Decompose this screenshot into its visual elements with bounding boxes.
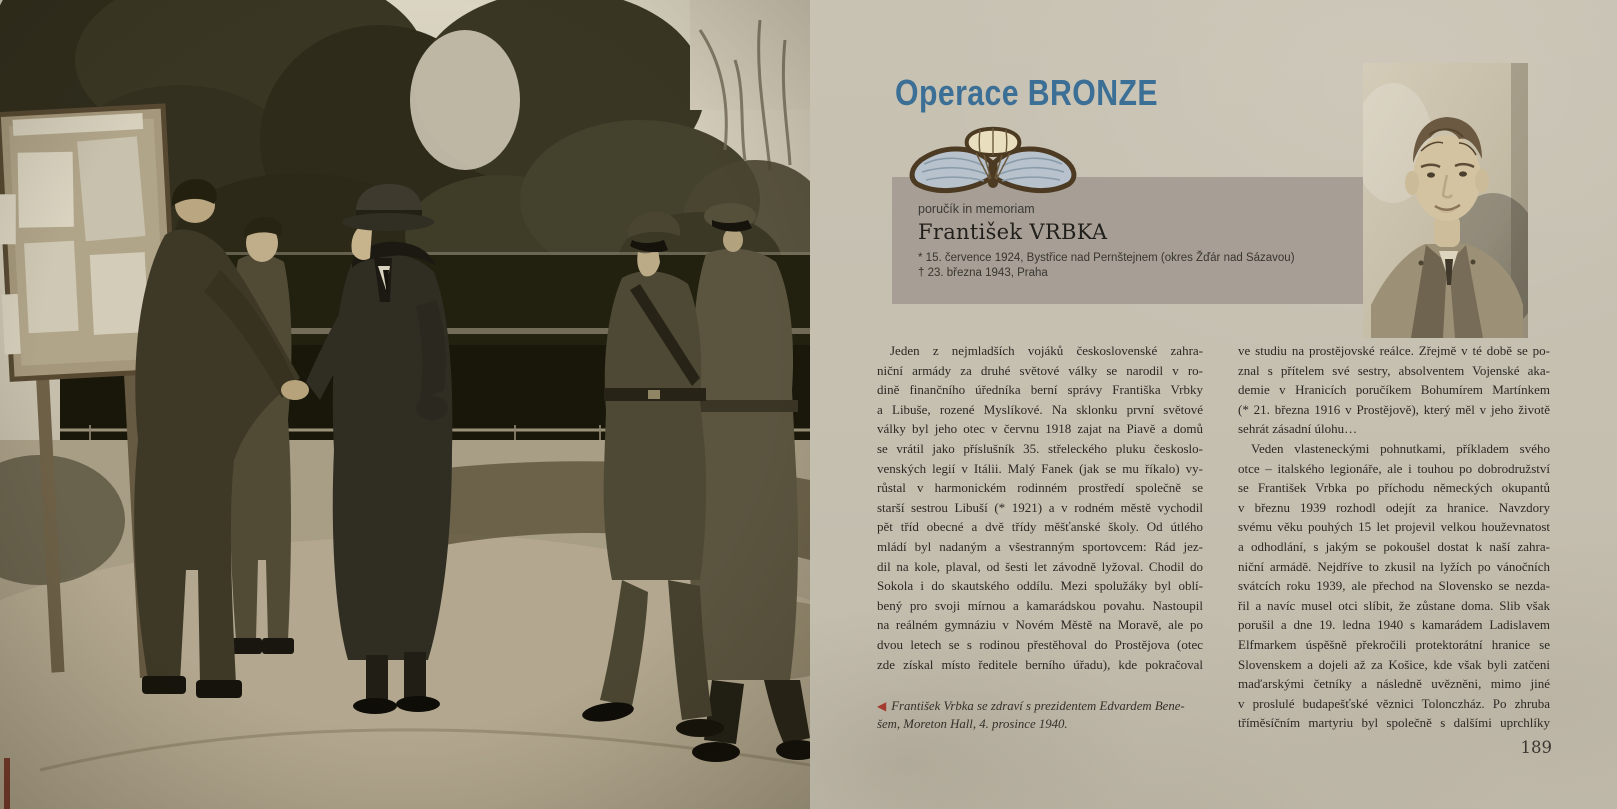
caption-line-2: šem, Moreton Hall, 4. prosince 1940.	[877, 716, 1068, 731]
text-line: a Libuše, rozené Myslíkové. Na sklonku první světové	[877, 401, 1203, 417]
text-line: v proslulé budapešťské věznici Tolonczház. Po zhruba	[1238, 695, 1550, 711]
text-line: Veden vlasteneckými pohnutkami, příkladem svého	[1251, 440, 1550, 456]
death-line: † 23. března 1943, Praha	[918, 267, 1048, 279]
caption-text-1: František Vrbka se zdraví s prezidentem Edvardem Bene-	[891, 699, 1185, 713]
text-line: zde získal místo ředitele berního úřadu), kde pokračoval	[877, 656, 1203, 672]
text-line: na reálném gymnáziu v Novém Městě na Moravě, ale po	[877, 617, 1203, 633]
photo-caption	[877, 698, 1209, 733]
text-line: starší sestrou Libuší (* 1921) a v rodném městě vychodil	[877, 499, 1203, 515]
text-line: ve studiu na prostějovské reálce. Zřejmě v té době se po-	[1238, 343, 1550, 358]
text-line: Jeden z nejmladších vojáků československé zahra-	[890, 343, 1203, 358]
text-line: porušil a dne 19. ledna 1940 s kamarádem Ladislavem	[1238, 617, 1550, 633]
text-line: války byl jeho otec v červnu 1918 zajat na Piavě a domů	[877, 421, 1203, 437]
text-line: otce – italského legionáře, ale i touhou po dobrodružství	[1238, 460, 1550, 476]
text-line: dině finančního úředníka berní správy Františka Vrbky	[877, 382, 1203, 398]
text-line: v březnu 1939 rozhodl odejít za hranice. Navzdory	[1238, 499, 1550, 515]
text-line: znal s přítelem své sestry, absolventem Vojenské aka-	[1238, 362, 1550, 378]
text-line: Slovenskem a dojeli až za Košice, kde však byli zatčeni	[1238, 656, 1550, 672]
body-column-right	[1238, 341, 1550, 733]
person-name: František VRBKA	[918, 220, 1108, 244]
caption-arrow-icon: ◀	[877, 699, 887, 713]
text-line: svátcích roku 1939, ale přechod na Slovensko se nezda-	[1238, 578, 1550, 594]
text-line: niční armádě. Nejdříve to zkusil na lyžích po vánočních	[1238, 558, 1550, 574]
text-line: demie v Hranicích poručíkem Bohumírem Martínkem	[1238, 382, 1550, 398]
text-line: mládí byl nadaným a všestranným sportovcem: Rád jez-	[877, 538, 1203, 554]
text-line: pět tříd obecné a dvě třídy měšťanské školy. Od útlého	[877, 519, 1203, 535]
paratrooper-wings-badge-icon	[902, 120, 1084, 204]
text-line: venských legií v Itálii. Malý Fanek (jak se mu říkalo) vy-	[877, 460, 1203, 476]
text-line: (* 21. března 1916 v Prostějově), který měl v jeho životě	[1238, 401, 1550, 417]
text-line: se vrátil jako příslušník 35. střeleckého pluku českoslo-	[877, 440, 1203, 456]
frantisek-vrbka-portrait-photo	[1363, 63, 1528, 338]
text-line: tříměsíčním martyriu byl společně s dalšími uprchlíky	[1238, 715, 1550, 731]
text-line: růstal v harmonickém rodinném prostředí společně se	[877, 480, 1203, 496]
text-line: dvou letech se s rodinou přestěhoval do Prostějova (otec	[877, 636, 1203, 652]
birth-line: * 15. července 1924, Bystřice nad Pernštejnem (okres Žďár nad Sázavou)	[918, 252, 1295, 264]
text-line: se František Vrbka po příchodu německých okupantů	[1238, 480, 1550, 496]
text-line: Elfmarkem úspěšně překročili protektorátní hranice se	[1238, 636, 1550, 652]
chapter-title: Operace BRONZE	[895, 72, 1158, 113]
page-number: 189	[1520, 738, 1552, 757]
body-column-left	[877, 341, 1203, 674]
text-line: Sokola i do skautského oddílu. Mezi spolužáky byl oblí-	[877, 578, 1203, 594]
rank-line: poručík in memoriam	[918, 202, 1035, 216]
right-page	[810, 0, 1617, 809]
caption-line-1	[877, 698, 1209, 716]
text-line: sehrát zásadní úlohu…	[1238, 421, 1358, 437]
text-line: maďarskými četníky a následně uvězněni, mimo jiné	[1238, 676, 1550, 692]
text-line: řil a navíc musel otci slíbit, že zůstane doma. Slib však	[1238, 597, 1550, 613]
text-line: niční armády za druhé světové války se narodil v ro-	[877, 362, 1203, 378]
text-line: svému věku pouhých 15 let projevil velkou houževnatost	[1238, 519, 1550, 535]
text-line: bený pro svoji mírnou a kamarádskou povahu. Nastoupil	[877, 597, 1203, 613]
text-line: dil na kole, plaval, od šesti let závodně lyžoval. Chodil do	[877, 558, 1203, 574]
text-line: a odhodlání, s jakým se pokoušel dostat k naší zahra-	[1238, 538, 1550, 554]
